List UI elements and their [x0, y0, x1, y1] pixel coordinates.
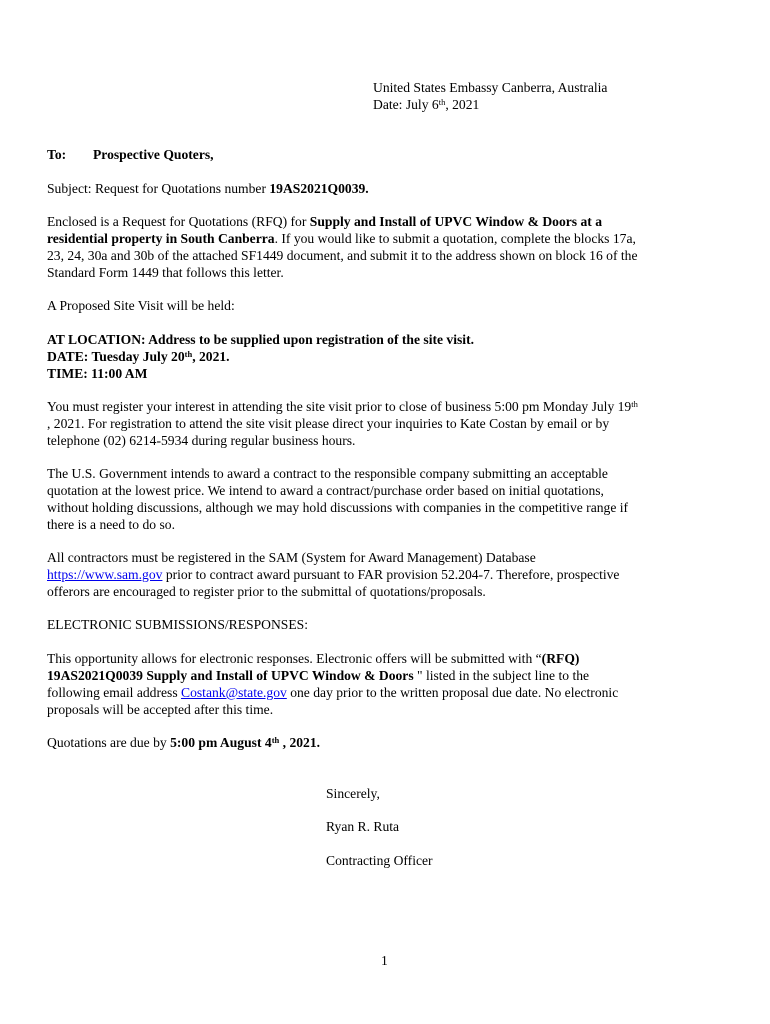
enclosed-text-1: Enclosed is a Request for Quotations (RFQ) for	[47, 214, 310, 229]
site-visit-date-year: , 2021.	[192, 349, 230, 364]
register-line-2: , 2021. For registration to attend the site visit please direct your inquiries to Kate Costan by email or by	[47, 416, 610, 431]
to-value-line	[93, 146, 214, 163]
register-line-1	[47, 398, 723, 415]
government-line-1: The U.S. Government intends to award a contract to the responsible company submitting an acceptable	[47, 466, 608, 481]
to-line	[47, 146, 66, 163]
date-line	[373, 96, 479, 113]
register-text-1: You must register your interest in attending the site visit prior to close of business 5:00 pm Monday July 19	[47, 399, 632, 414]
due-sup: th	[271, 735, 280, 745]
signer-name: Ryan R. Ruta	[326, 819, 400, 834]
electronic-line-3	[47, 684, 723, 701]
embassy-line	[373, 79, 607, 96]
electronic-bold-2: 19AS2021Q0039 Supply and Install of UPVC Window & Doors	[47, 668, 414, 683]
electronic-bold-1: (RFQ)	[541, 651, 580, 666]
enclosed-line-2	[47, 230, 723, 247]
register-line-3: telephone (02) 6214-5934 during regular business hours.	[47, 433, 356, 448]
closing-sincerely: Sincerely,	[326, 786, 380, 801]
due-year: , 2021.	[279, 735, 321, 750]
sam-paragraph	[47, 549, 723, 600]
electronic-line-2	[47, 667, 723, 684]
sam-text-2: prior to contract award pursuant to FAR provision 52.204-7. Therefore, prospective	[162, 567, 620, 582]
government-line-3: without holding discussions, although we may hold discussions with companies in the competitive range if	[47, 500, 629, 515]
sam-line-1: All contractors must be registered in the SAM (System for Award Management) Database	[47, 550, 536, 565]
to-value: Prospective Quoters,	[93, 147, 214, 162]
site-visit-date	[47, 348, 723, 365]
signer-title: Contracting Officer	[326, 853, 433, 868]
site-visit-time: TIME: 11:00 AM	[47, 366, 148, 381]
due-line	[47, 734, 320, 751]
electronic-text-2: " listed in the subject line to the	[413, 668, 590, 683]
sam-gov-link[interactable]: https://www.sam.gov	[47, 567, 163, 582]
enclosed-line-4: Standard Form 1449 that follows this letter.	[47, 265, 284, 280]
subject-line	[47, 180, 369, 197]
date-year: , 2021	[445, 97, 480, 112]
enclosed-line-3: 23, 24, 30a and 30b of the attached SF1449 document, and submit it to the address shown on block 16 of the	[47, 248, 638, 263]
enclosed-line-1	[47, 213, 723, 230]
government-line-2: quotation at the lowest price. We intend to award a contract/purchase order based on initial quotations,	[47, 483, 604, 498]
site-visit-date-text: DATE: Tuesday July 20	[47, 349, 185, 364]
electronic-line-1	[47, 650, 723, 667]
due-prefix: Quotations are due by	[47, 735, 171, 750]
subject-prefix: Subject: Request for Quotations number	[47, 181, 270, 196]
enclosed-paragraph	[47, 213, 723, 281]
page-number: 1	[381, 953, 388, 968]
electronic-heading: ELECTRONIC SUBMISSIONS/RESPONSES:	[47, 617, 308, 632]
embassy-name: United States Embassy Canberra, Australia	[373, 80, 608, 95]
government-paragraph	[47, 465, 723, 533]
site-visit-date-sup: th	[184, 349, 193, 359]
electronic-text-1: This opportunity allows for electronic responses. Electronic offers will be submitted with “	[47, 651, 542, 666]
sam-line-3: offerors are encouraged to register prior to the submittal of quotations/proposals.	[47, 584, 486, 599]
due-date: 5:00 pm August 4	[170, 735, 272, 750]
site-visit-details	[47, 331, 723, 382]
register-sup: th	[631, 399, 638, 409]
sam-line-2	[47, 566, 723, 583]
electronic-text-3-rest: one day prior to the written proposal due date. No electronic	[286, 685, 619, 700]
electronic-text-3: following email address	[47, 685, 182, 700]
to-label: To:	[47, 147, 67, 162]
electronic-line-4: proposals will be accepted after this time.	[47, 702, 274, 717]
register-paragraph	[47, 398, 723, 449]
date-sup: th	[438, 97, 446, 107]
enclosed-text-2: . If you would like to submit a quotation, complete the blocks 17a,	[274, 231, 636, 246]
electronic-paragraph	[47, 650, 723, 718]
enclosed-bold-1: Supply and Install of UPVC Window & Doors at a	[309, 214, 602, 229]
site-visit-location: AT LOCATION: Address to be supplied upon registration of the site visit.	[47, 332, 474, 347]
rfq-number: 19AS2021Q0039.	[269, 181, 369, 196]
date-text: Date: July 6	[373, 97, 439, 112]
government-line-4: there is a need to do so.	[47, 517, 175, 532]
enclosed-bold-2: residential property in South Canberra	[47, 231, 275, 246]
email-link[interactable]: Costank@state.gov	[181, 685, 287, 700]
site-visit-intro: A Proposed Site Visit will be held:	[47, 298, 235, 313]
